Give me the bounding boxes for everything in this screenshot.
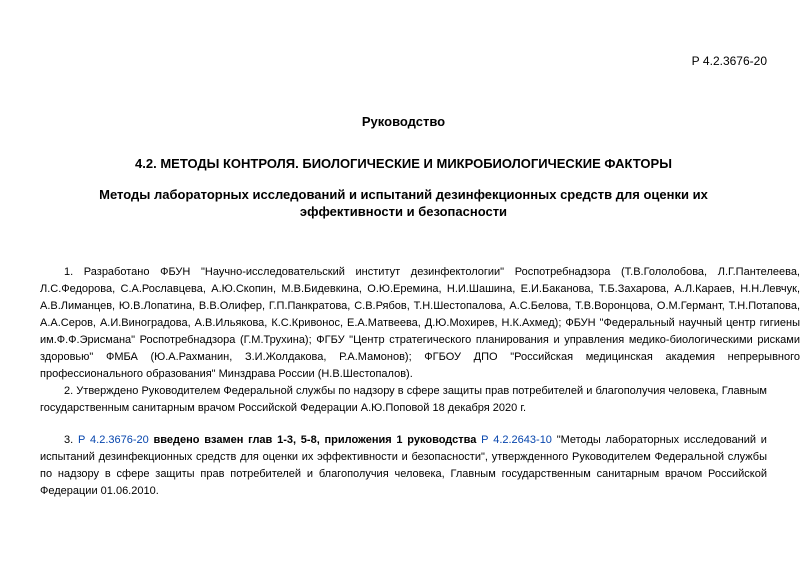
document-code: Р 4.2.3676-20 — [691, 54, 767, 68]
document-link-previous[interactable]: Р 4.2.2643-10 — [481, 434, 552, 446]
replacement-note: введено взамен глав 1-3, 5-8, приложения 1 руководства — [153, 434, 477, 446]
paragraph-approval: 2. Утверждено Руководителем Федеральной службы по надзору в сфере защиты прав потребителей и благополучия человека, Главным государственным санитарным врачом Российской Федерации А.Ю.Поповой 18 декабря 2020 г. — [40, 385, 767, 414]
paragraph-replacement — [40, 432, 767, 500]
section-heading: 4.2. МЕТОДЫ КОНТРОЛЯ. БИОЛОГИЧЕСКИЕ И МИКРОБИОЛОГИЧЕСКИЕ ФАКТОРЫ — [135, 156, 672, 171]
replacement-description: "Методы лабораторных исследований и испытаний дезинфекционных средств для оценки их эффективности и безопасности", утвержденного Руководителем Федеральной службы по надзору в сфере защиты прав потребителей и благополучия человека, Главным государственным санитарным врачом Российской Федерации 01.06.2010. — [40, 434, 767, 497]
document-title: Руководство — [361, 114, 446, 129]
document-link-current[interactable]: Р 4.2.3676-20 — [77, 434, 149, 446]
document-subtitle: Методы лабораторных исследований и испытаний дезинфекционных средств для оценки их эффективности и безопасности — [99, 187, 708, 219]
paragraph-number: 3. — [64, 434, 74, 446]
paragraph-developers: 1. Разработано ФБУН "Научно-исследовательский институт дезинфектологии" Роспотребнадзора (Т.В.Гололобова, Л.Г.Пантелеева, Л.С.Федорова, С.А.Рославцева, А.Ю.Скопин, М.В.Бидевкина, О.Ю.Еремина, Н.И.Шашина, Е.И.Баканова, Т.Б.Захарова, А.Л.Караев, Н.Н.Левчук, А.В.Лиманцев, Ю.В.Лопатина, В.В.Олифер, Г.П.Панкратова, С.В.Рябов, Т.Н.Шестопалова, А.С.Белова, Т.В.Воронцова, О.М.Германт, Т.Н.Потапова, А.А.Серов, А.И.Виноградова, А.В.Ильякова, К.С.Кривонос, Е.А.Матвеева, Д.Ю.Мохирев, Н.К.Ахмед); ФБУН "Федеральный научный центр гигиены им.Ф.Ф.Эрисмана" Роспотребнадзора (Г.М.Трухина); ФГБУ "Центр стратегического планирования и управления медико-биологическими рисками здоровью" ФМБА (Ю.А.Рахманин, З.И.Жолдакова, Р.А.Мамонов); ФГБОУ ДПО "Российская медицинская академия непрерывного профессионального образования" Минздрава России (Н.В.Шестопалов). — [40, 266, 800, 380]
